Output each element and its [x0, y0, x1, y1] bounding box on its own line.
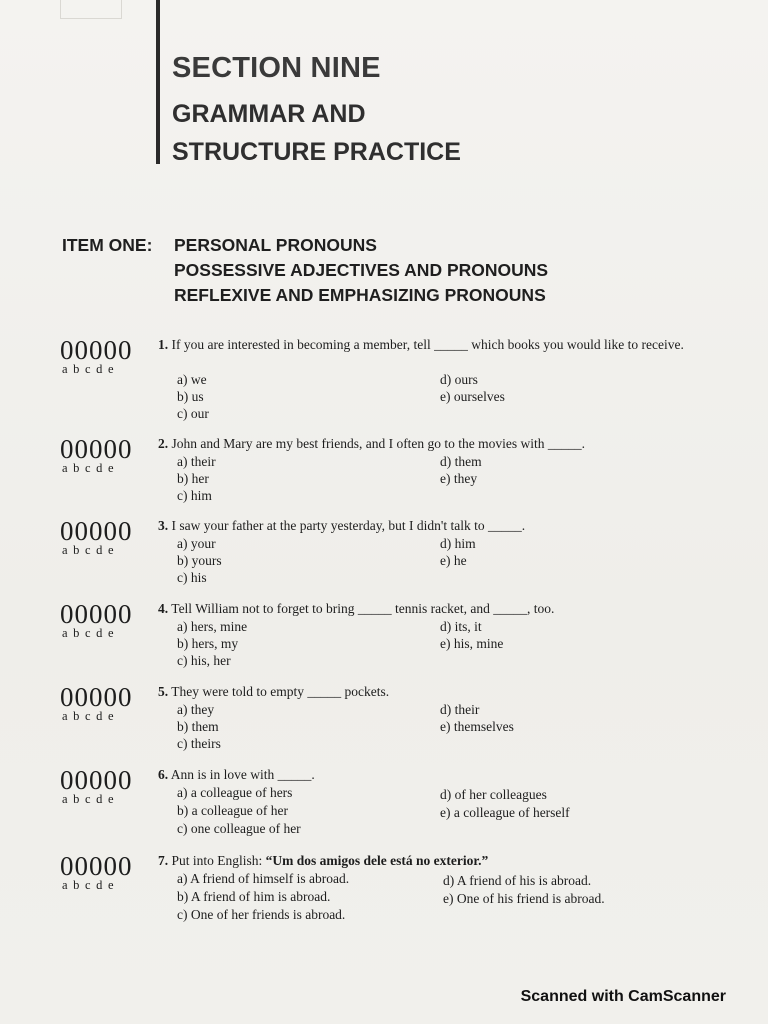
bubble-letters: abcde — [62, 362, 120, 376]
bubble-letters: abcde — [62, 709, 120, 723]
question-stem — [158, 683, 718, 700]
answer-bubbles[interactable] — [60, 599, 150, 641]
answer-bubbles[interactable] — [60, 851, 150, 893]
option-b: b) A friend of him is abroad. — [177, 889, 331, 904]
question-number: 5. — [158, 684, 169, 699]
option-e: e) ourselves — [440, 389, 505, 404]
bubble-marks[interactable]: 00000 — [60, 851, 133, 881]
answer-bubbles[interactable] — [60, 434, 150, 476]
bubble-letters: abcde — [62, 626, 120, 640]
option-c: c) theirs — [177, 736, 221, 751]
option-d: d) of her colleagues — [440, 787, 547, 802]
question-stem — [158, 336, 718, 353]
question-stem — [158, 517, 718, 534]
bubble-marks[interactable]: 00000 — [60, 765, 133, 795]
question-number: 7. — [158, 853, 169, 868]
option-a: a) your — [177, 536, 216, 551]
option-a: a) A friend of himself is abroad. — [177, 871, 350, 886]
bubble-letters: abcde — [62, 543, 120, 557]
option-c: c) One of her friends is abroad. — [177, 907, 346, 922]
question-text: I saw your father at the party yesterday, but I didn't talk to _____. — [171, 518, 526, 533]
answer-bubbles[interactable] — [60, 765, 150, 807]
option-a: a) they — [177, 702, 215, 717]
question-number: 3. — [158, 518, 169, 533]
question-number: 4. — [158, 601, 169, 616]
question-text: Ann is in love with _____. — [170, 767, 315, 782]
question-stem — [158, 600, 718, 617]
option-b: b) them — [177, 719, 219, 734]
question-text: Put into English: — [171, 853, 266, 868]
item-topic: POSSESSIVE ADJECTIVES AND PRONOUNS — [174, 260, 549, 280]
section-divider-bar — [156, 0, 160, 164]
option-b: b) us — [177, 389, 204, 404]
title-line-1: GRAMMAR AND — [172, 100, 366, 128]
answer-bubbles[interactable] — [60, 682, 150, 724]
question-text: They were told to empty _____ pockets. — [171, 684, 390, 699]
option-b: b) her — [177, 471, 209, 486]
bubble-letters: abcde — [62, 792, 120, 806]
portuguese-sentence: “Um dos amigos dele está no exterior.” — [265, 853, 489, 868]
question-number: 1. — [158, 337, 169, 352]
question-stem — [158, 435, 718, 452]
option-d: d) ours — [440, 372, 478, 387]
question-number: 2. — [158, 436, 169, 451]
option-c: c) him — [177, 488, 212, 503]
option-b: b) hers, my — [177, 636, 239, 651]
item-label: ITEM ONE: — [62, 235, 153, 255]
option-d: d) their — [440, 702, 480, 717]
option-b: b) a colleague of her — [177, 803, 288, 818]
item-topic: REFLEXIVE AND EMPHASIZING PRONOUNS — [174, 285, 546, 305]
bubble-marks[interactable]: 00000 — [60, 434, 133, 464]
item-topic: PERSONAL PRONOUNS — [174, 235, 377, 255]
question-text: John and Mary are my best friends, and I often go to the movies with _____. — [171, 436, 586, 451]
option-c: c) our — [177, 406, 209, 421]
answer-bubbles[interactable] — [60, 516, 150, 558]
bubble-marks[interactable]: 00000 — [60, 516, 133, 546]
item-topics — [174, 233, 548, 308]
bleed-through-box — [60, 0, 122, 19]
option-e: e) One of his friend is abroad. — [443, 891, 605, 906]
question-text: If you are interested in becoming a member, tell _____ which books you would like to receive. — [171, 337, 684, 352]
option-a: a) hers, mine — [177, 619, 248, 634]
option-e: e) a colleague of herself — [440, 805, 570, 820]
option-a: a) their — [177, 454, 216, 469]
scanner-watermark: Scanned with CamScanner — [520, 988, 726, 1005]
section-title: SECTION NINE — [172, 52, 381, 84]
title-line-2: STRUCTURE PRACTICE — [172, 138, 461, 166]
option-c: c) his — [177, 570, 207, 585]
option-e: e) his, mine — [440, 636, 504, 651]
option-c: c) one colleague of her — [177, 821, 301, 836]
option-d: d) them — [440, 454, 482, 469]
question-text: Tell William not to forget to bring _____ tennis racket, and _____, too. — [171, 601, 555, 616]
option-d: d) its, it — [440, 619, 482, 634]
question-stem — [158, 852, 718, 869]
option-b: b) yours — [177, 553, 222, 568]
question-stem — [158, 766, 718, 783]
option-d: d) him — [440, 536, 476, 551]
option-d: d) A friend of his is abroad. — [443, 873, 592, 888]
option-e: e) he — [440, 553, 467, 568]
bubble-marks[interactable]: 00000 — [60, 682, 133, 712]
option-a: a) a colleague of hers — [177, 785, 293, 800]
bubble-letters: abcde — [62, 878, 120, 892]
option-a: a) we — [177, 372, 207, 387]
bubble-marks[interactable]: 00000 — [60, 335, 133, 365]
question-number: 6. — [158, 767, 169, 782]
option-e: e) themselves — [440, 719, 514, 734]
option-e: e) they — [440, 471, 478, 486]
answer-bubbles[interactable] — [60, 335, 150, 377]
option-c: c) his, her — [177, 653, 231, 668]
bubble-marks[interactable]: 00000 — [60, 599, 133, 629]
bubble-letters: abcde — [62, 461, 120, 475]
